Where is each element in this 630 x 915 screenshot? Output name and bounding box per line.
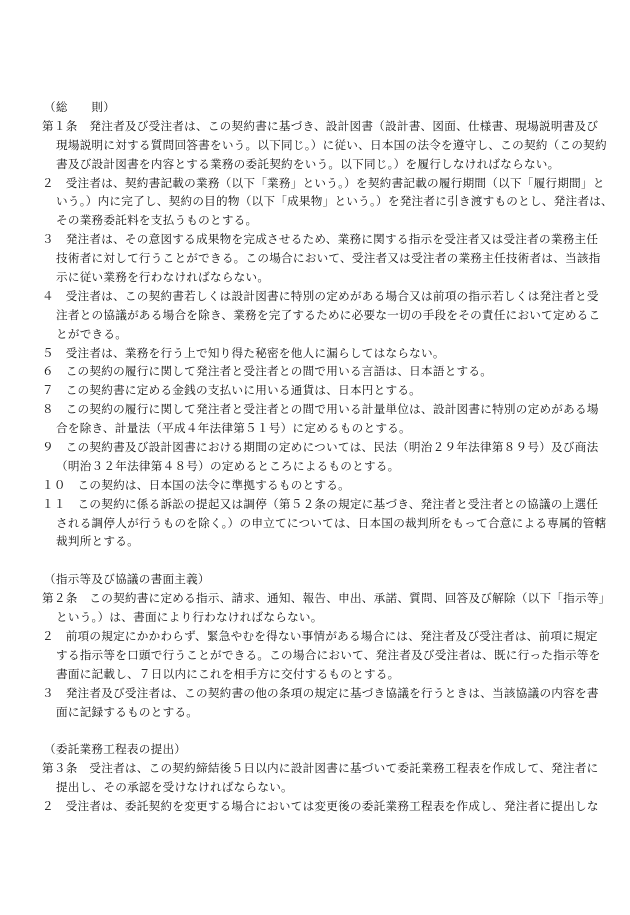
paragraph-first-line: ５ 受注者は、業務を行う上で知り得た秘密を他人に漏らしてはならない。 <box>42 345 445 360</box>
paragraph-first-line: ２ 前項の規定にかかわらず、緊急やむを得ない事情がある場合には、発注者及び受注者は、前項に規定 <box>42 628 598 643</box>
paragraph-first-line: ８ この契約の履行に関して発注者と受注者との間で用いる計量単位は、設計図書に特別の定めがある場 <box>42 402 599 417</box>
paragraph <box>42 287 608 344</box>
paragraph-continuation-line: する指示等を口頭で行うことができる。この場合において、発注者及び受注者は、既に行った指示等を <box>56 647 601 662</box>
paragraph <box>42 344 608 363</box>
article-heading: （委託業務工程表の提出） <box>44 742 187 757</box>
paragraph-continuation-line: 書及び設計図書を内容とする業務の委託契約をいう。以下同じ。）を履行しなければならない。 <box>56 156 560 171</box>
paragraph-first-line: ７ この契約書に定める金銭の支払いに用いる通貨は、日本円とする。 <box>42 383 422 398</box>
paragraph-continuation-line: その業務委託料を支払うものとする。 <box>56 213 258 228</box>
paragraph-first-line: １１ この契約に係る訴訟の提起又は調停（第５２条の規定に基づき、発注者と受注者との協議の上選任 <box>42 496 599 511</box>
paragraph-continuation-line: いう。）内に完了し、契約の目的物（以下「成果物」という。）を発注者に引き渡すものとし、発注者は、 <box>56 194 613 209</box>
paragraph <box>42 797 608 816</box>
paragraph-first-line: １０ この契約は、日本国の法令に準拠するものとする。 <box>42 477 350 492</box>
paragraph <box>42 362 608 381</box>
paragraph-first-line: 第１条 発注者及び受注者は、この契約書に基づき、設計図書（設計書、図面、仕様書、現場説明書及び <box>42 118 599 133</box>
paragraph-first-line: ９ この契約書及び設計図書における期間の定めについては、民法（明治２９年法律第８９号）及び商法 <box>42 440 599 455</box>
paragraph-continuation-line: 示に従い業務を行わなければならない。 <box>56 270 270 285</box>
paragraph <box>42 476 608 495</box>
paragraph <box>42 684 608 722</box>
paragraph-first-line: 第２条 この契約書に定める指示、請求、通知、報告、申出、承諾、質問、回答及び解除（以下「指示等」 <box>42 591 611 606</box>
paragraph <box>42 117 608 174</box>
paragraph-first-line: ２ 受注者は、契約書記載の業務（以下「業務」という。）を契約書記載の履行期間（以下「履行期間」と <box>42 175 605 190</box>
section-spacer <box>42 721 608 740</box>
article-section <box>42 98 613 551</box>
paragraph-first-line: ２ 受注者は、委託契約を変更する場合においては変更後の委託業務工程表を作成し、発注者に提出しな <box>42 798 599 813</box>
paragraph <box>42 381 608 400</box>
paragraph-first-line: ４ 受注者は、この契約書若しくは設計図書に特別の定めがある場合又は前項の指示若しくは発注者と受 <box>42 288 599 303</box>
paragraph-continuation-line: 現場説明に対する質問回答書をいう。以下同じ。）に従い、日本国の法令を遵守し、この契約（この契約 <box>56 137 607 152</box>
paragraph-first-line: ３ 発注者及び受注者は、この契約書の他の条項の規定に基づき協議を行うときは、当該協議の内容を書 <box>42 685 599 700</box>
paragraph <box>42 174 613 231</box>
paragraph-continuation-line: 合を除き、計量法（平成４年法律第５１号）に定めるものとする。 <box>56 421 411 436</box>
article-section <box>42 570 611 721</box>
section-spacer <box>42 551 608 570</box>
paragraph-first-line: 第３条 受注者は、この契約締結後５日以内に設計図書に基づいて委託業務工程表を作成して、発注者に <box>42 761 599 776</box>
paragraph-continuation-line: （明治３２年法律第４８号）の定めるところによるものとする。 <box>56 458 400 473</box>
paragraph-continuation-line: 書面に記載し、７日以内にこれを相手方に交付するものとする。 <box>56 666 400 681</box>
paragraph-continuation-line: とができる。 <box>56 326 128 341</box>
paragraph <box>42 495 608 552</box>
paragraph-continuation-line: 裁判所とする。 <box>56 534 139 549</box>
paragraph <box>42 438 608 476</box>
paragraph-continuation-line: 技術者に対して行うことができる。この場合において、受注者又は受注者の業務主任技術者は、当該指 <box>56 251 601 266</box>
paragraph <box>42 589 611 627</box>
article-heading: （総 則） <box>44 100 116 114</box>
paragraph-first-line: ６ この契約の履行に関して発注者と受注者との間で用いる言語は、日本語とする。 <box>42 364 493 379</box>
article-heading: （指示等及び協議の書面主義） <box>44 572 210 587</box>
document-page <box>42 98 613 816</box>
paragraph-continuation-line: 提出し、その承認を受けなければならない。 <box>56 780 293 795</box>
paragraph-continuation-line: 注者との協議がある場合を除き、業務を完了するために必要な一切の手段をその責任において定めるこ <box>56 307 601 322</box>
paragraph-continuation-line: される調停人が行うものを除く。）の申立てについては、日本国の裁判所をもって合意による専属的管轄 <box>56 515 607 530</box>
paragraph <box>42 230 608 287</box>
article-section <box>42 740 608 816</box>
paragraph <box>42 759 608 797</box>
paragraph-first-line: ３ 発注者は、その意図する成果物を完成させるため、業務に関する指示を受注者又は受注者の業務主任 <box>42 232 599 247</box>
paragraph-continuation-line: という。）は、書面により行わなければならない。 <box>56 610 323 625</box>
paragraph <box>42 627 608 684</box>
paragraph <box>42 400 608 438</box>
paragraph-continuation-line: 面に記録するものとする。 <box>56 704 199 719</box>
